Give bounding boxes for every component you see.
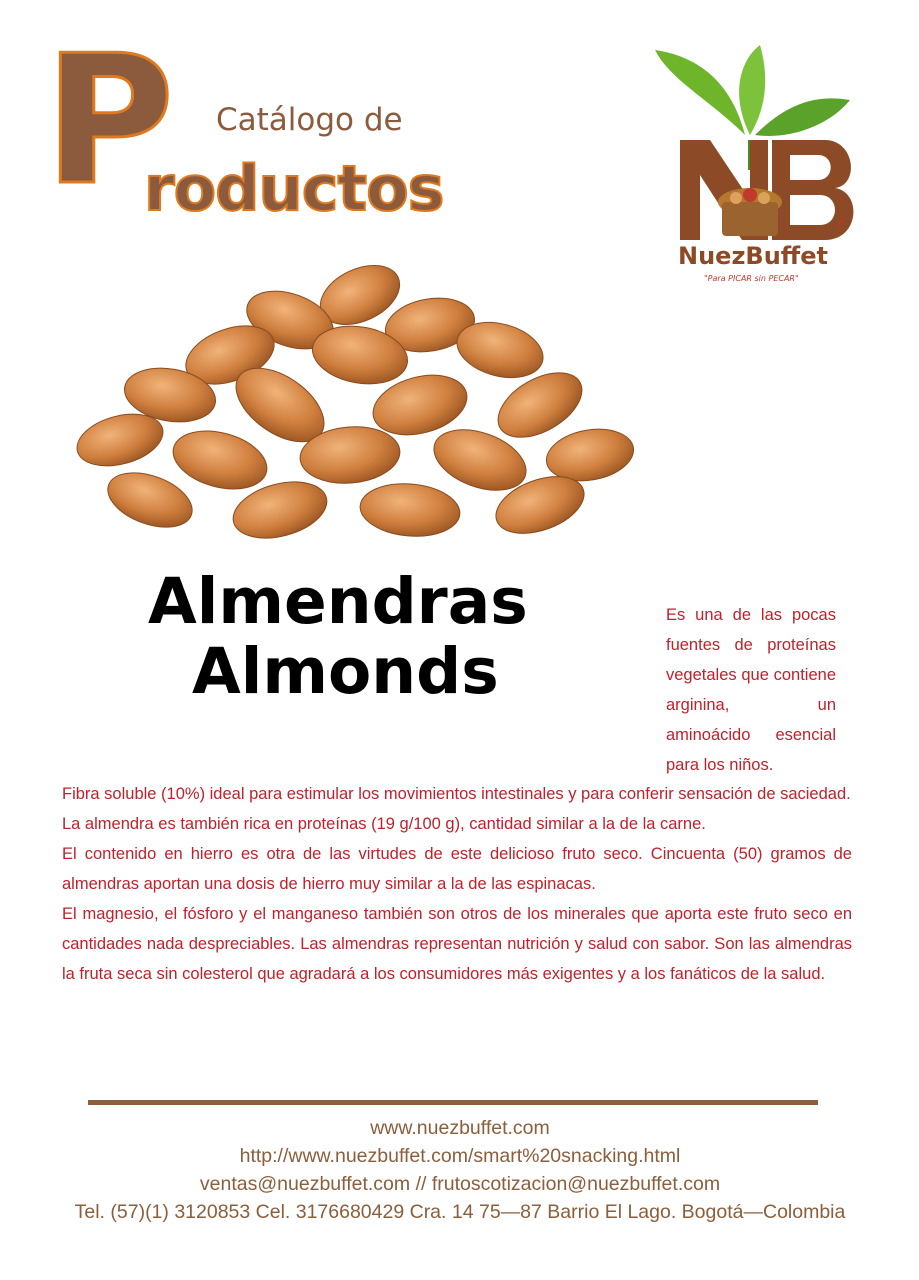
body-text: [62, 779, 852, 989]
title-initial-letter: P: [44, 17, 171, 224]
body-paragraph: El magnesio, el fósforo y el manganeso también son otros de los minerales que aporta este fruto seco en cantidades nada despreciables. Las almendras representan nutrición y salud con sabor. Son las almendras la fruta seca sin colesterol que agradará a los consumidores más exigentes y a los fanáticos de la salud.: [62, 905, 852, 983]
footer-contact: Tel. (57)(1) 3120853 Cel. 3176680429 Cra. 14 75—87 Barrio El Lago. Bogotá—Colombia: [74, 1201, 846, 1223]
almonds-photo-icon: [60, 255, 660, 555]
catalog-title: [44, 17, 464, 225]
product-name-english: Almonds: [192, 635, 499, 708]
title-prefix: Catálogo de: [216, 102, 403, 138]
body-paragraph: La almendra es también rica en proteínas (19 g/100 g), cantidad similar a la de la carne.: [62, 815, 706, 833]
logo-mark: Flap!: [835, 212, 848, 231]
title-rest: roductos: [144, 152, 444, 225]
body-paragraph: El contenido en hierro es otra de las virtudes de este delicioso fruto seco. Cincuenta (50) gramos de almendras aportan una dosis de hierro muy similar a la de las espinacas.: [62, 845, 852, 893]
footer-url-link[interactable]: http://www.nuezbuffet.com/smart%20snacking.html: [239, 1145, 681, 1167]
footer: [30, 1114, 890, 1226]
body-paragraph: Fibra soluble (10%) ideal para estimular los movimientos intestinales y para conferir sensación de saciedad.: [62, 785, 851, 803]
nuezbuffet-logo: [650, 40, 870, 290]
logo-tagline: "Para PICAR sin PECAR": [704, 274, 799, 283]
side-paragraph: Es una de las pocas fuentes de proteínas vegetales que contiene arginina, un aminoácido esencial para los niños.: [666, 606, 836, 774]
footer-website-link[interactable]: www.nuezbuffet.com: [370, 1117, 550, 1139]
footer-divider: [88, 1100, 818, 1105]
product-name-spanish: Almendras: [148, 565, 528, 638]
footer-emails[interactable]: ventas@nuezbuffet.com // frutoscotizacion@nuezbuffet.com: [199, 1173, 721, 1195]
logo-name: NuezBuffet: [678, 242, 828, 270]
logo-sprout-icon: [650, 40, 870, 250]
